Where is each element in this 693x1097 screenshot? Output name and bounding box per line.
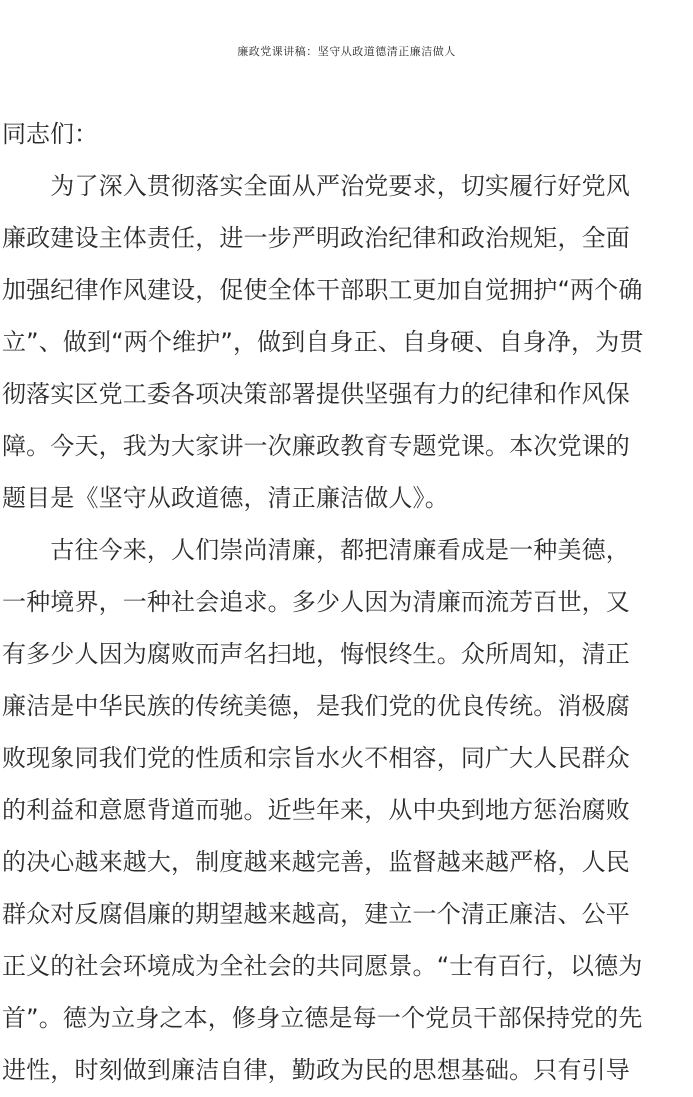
body-line-5: 彻落实区党工委各项决策部署提供坚强有力的纪律和作风保	[2, 380, 630, 408]
body-line-8: 古往今来，人们崇尚清廉，都把清廉看成是一种美德，	[2, 536, 630, 564]
body-line-11: 廉洁是中华民族的传统美德，是我们党的优良传统。消极腐	[2, 692, 630, 720]
body-line-13: 的利益和意愿背道而驰。近些年来，从中央到地方惩治腐败	[2, 796, 630, 824]
body-line-10: 有多少人因为腐败而声名扫地，悔恨终生。众所周知，清正	[2, 640, 630, 668]
body-line-6: 障。今天，我为大家讲一次廉政教育专题党课。本次党课的	[2, 432, 630, 460]
body-line-4: 立”、做到“两个维护”，做到自身正、自身硬、自身净，为贯	[2, 328, 644, 356]
document-title: 廉政党课讲稿：坚守从政道德清正廉洁做人	[237, 45, 456, 58]
body-line-3: 加强纪律作风建设，促使全体干部职工更加自觉拥护“两个确	[2, 276, 643, 304]
greeting-line: 同志们：	[2, 120, 98, 148]
body-line-14: 的决心越来越大，制度越来越完善，监督越来越严格，人民	[2, 848, 630, 876]
body-line-15: 群众对反腐倡廉的期望越来越高，建立一个清正廉洁、公平	[2, 900, 630, 928]
body-line-18: 进性，时刻做到廉洁自律，勤政为民的思想基础。只有引导	[2, 1056, 630, 1084]
body-line-1: 为了深入贯彻落实全面从严治党要求，切实履行好党风	[2, 172, 630, 200]
body-line-2: 廉政建设主体责任，进一步严明政治纪律和政治规矩，全面	[2, 224, 630, 252]
body-line-9: 一种境界，一种社会追求。多少人因为清廉而流芳百世，又	[2, 588, 630, 616]
body-line-7: 题目是《坚守从政道德，清正廉洁做人》。	[2, 484, 449, 512]
body-line-16: 正义的社会环境成为全社会的共同愿景。“士有百行，以德为	[2, 952, 643, 980]
body-line-17: 首”。德为立身之本，修身立德是每一个党员干部保持党的先	[2, 1004, 643, 1032]
body-line-12: 败现象同我们党的性质和宗旨水火不相容，同广大人民群众	[2, 744, 630, 772]
